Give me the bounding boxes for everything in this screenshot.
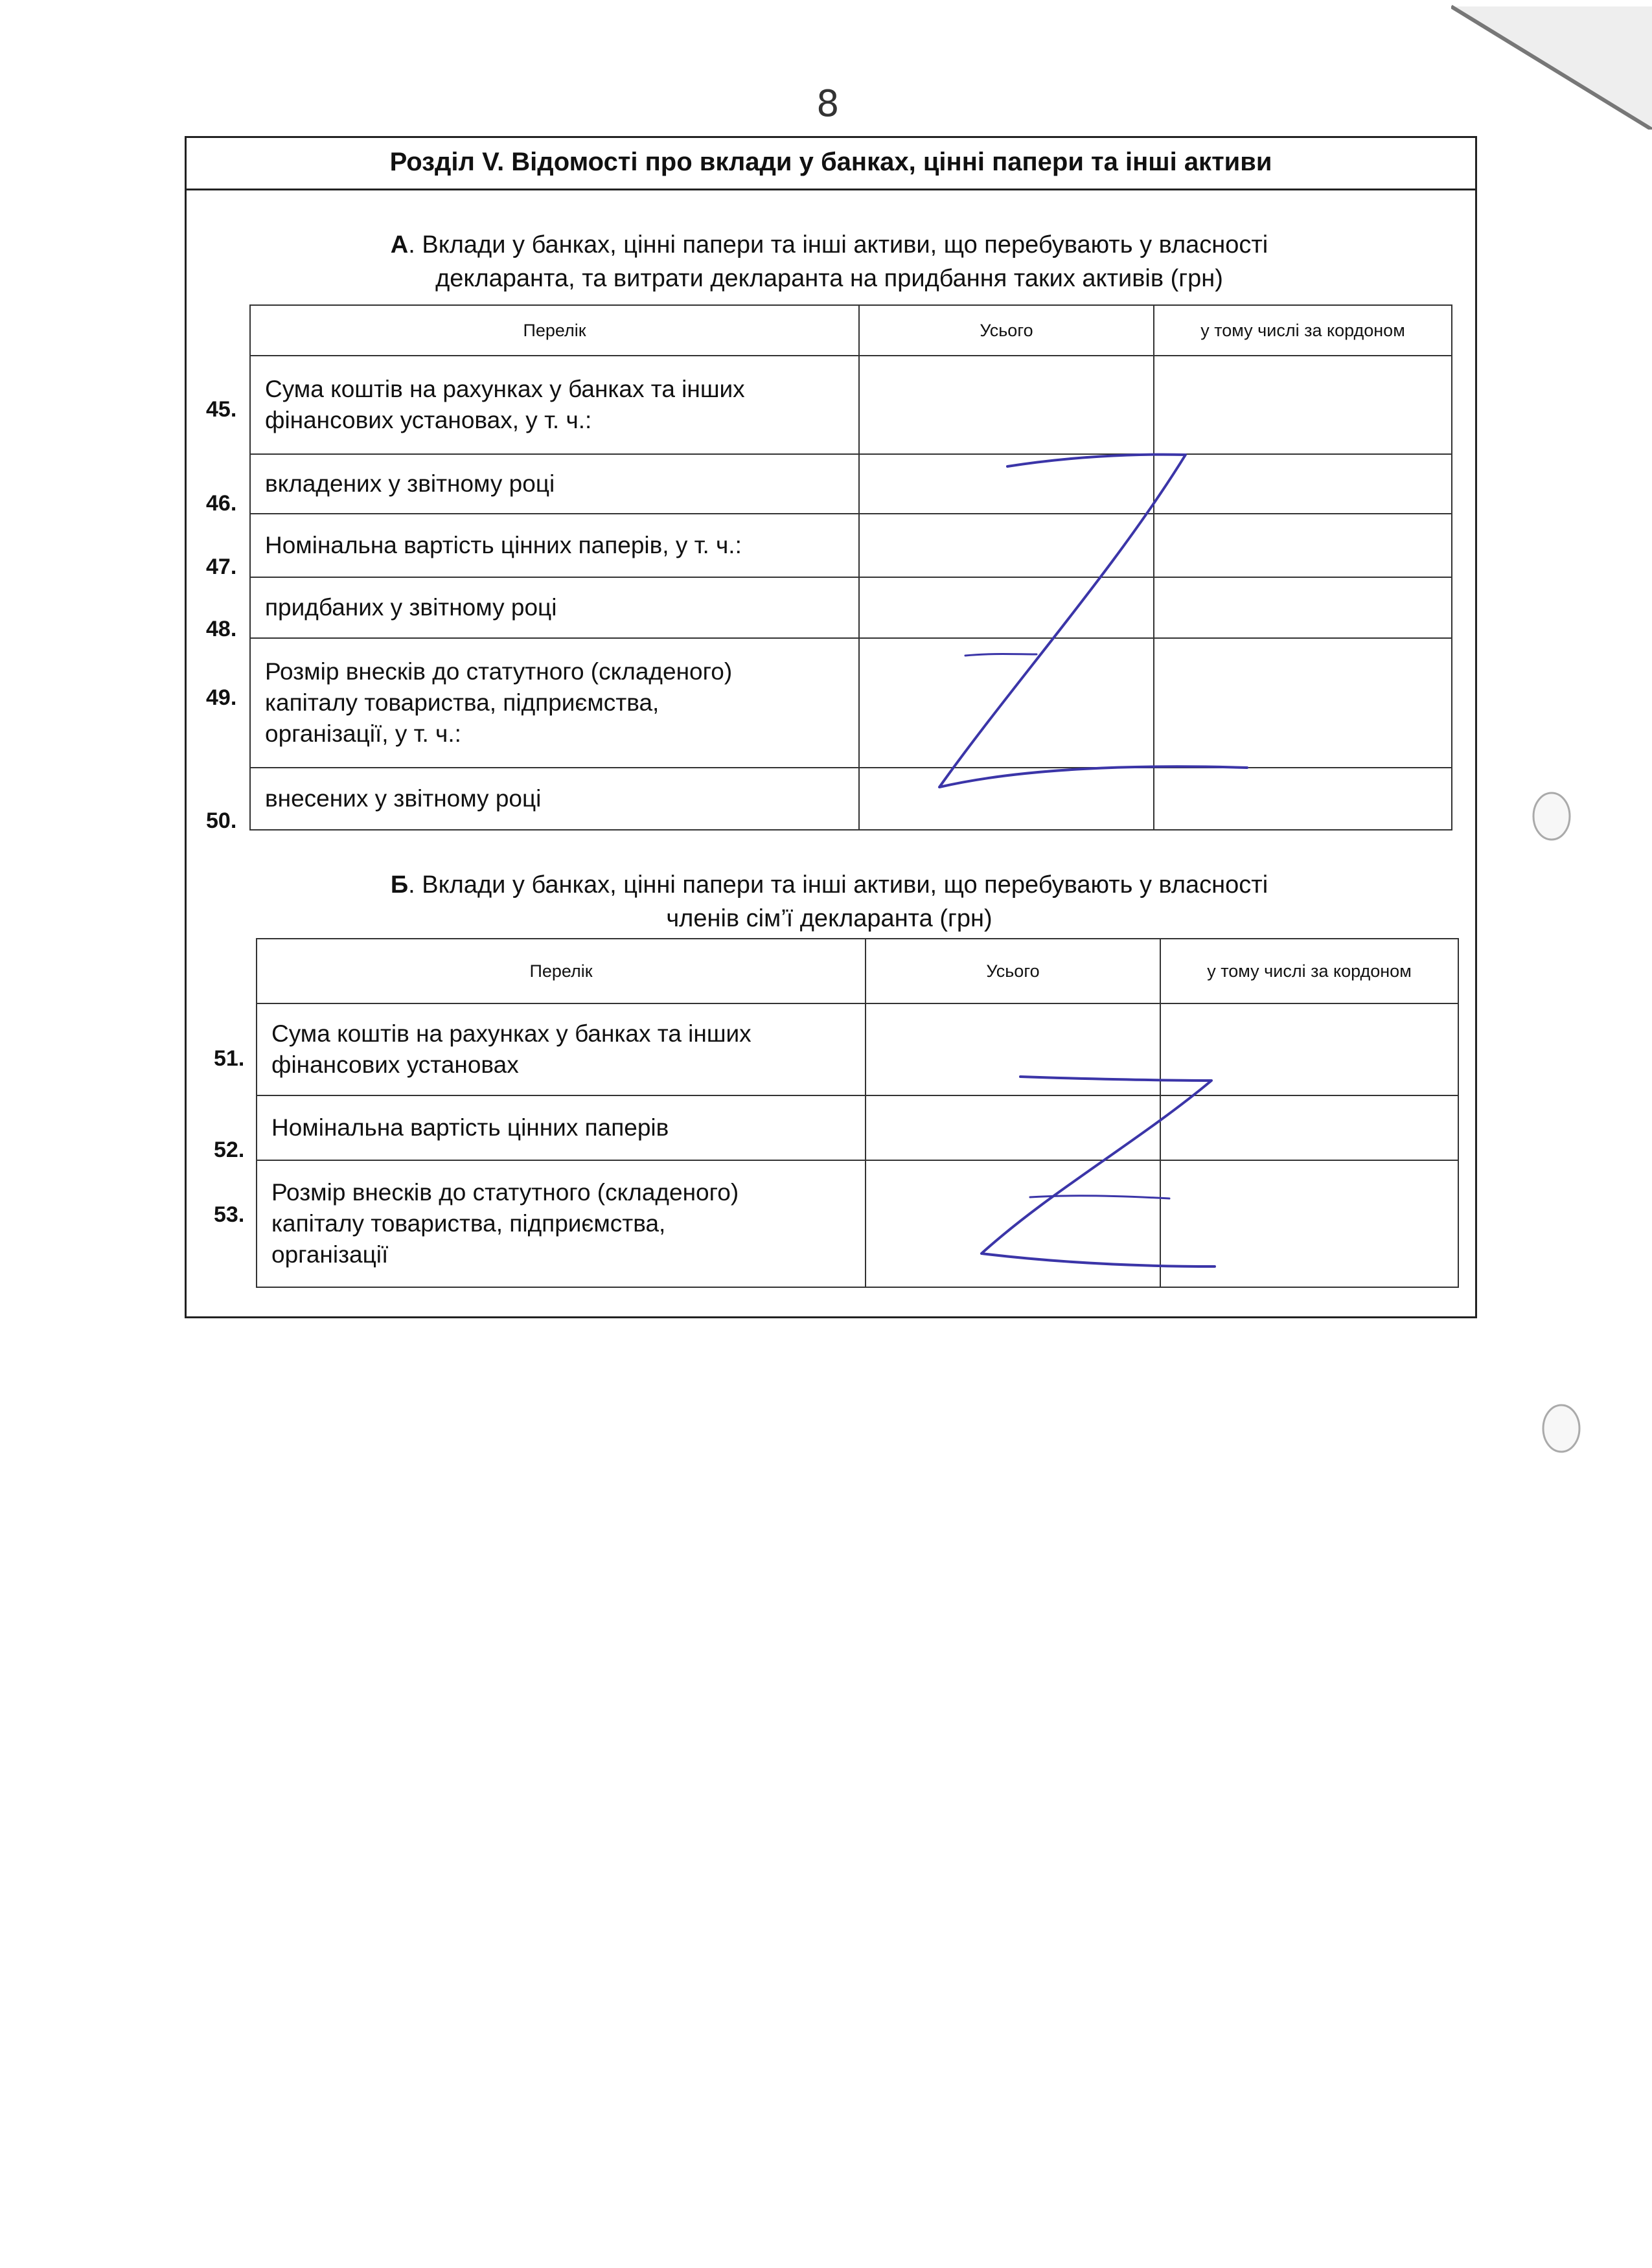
row-number: 52.: [214, 1138, 245, 1162]
row-label: внесених у звітному році: [250, 768, 859, 830]
part-b-title-line1: . Вклади у банках, цінні папери та інші активи, що перебувають у власності: [408, 871, 1268, 899]
row-number: 50.: [206, 808, 237, 833]
z-strike-part-b: [981, 1077, 1215, 1266]
row-label: Сума коштів на рахунках у банках та інших фінансових установах, у т. ч.:: [250, 356, 859, 454]
column-header-list: Перелік: [257, 939, 866, 1003]
row-label: придбаних у звітному році: [250, 577, 859, 638]
row-label: Розмір внесків до статутного (складеного) капіталу товариства, підприємства, організації, у т. ч.:: [250, 638, 859, 768]
punch-hole-mark: [1529, 787, 1574, 845]
row-label: Розмір внесків до статутного (складеного) капіталу товариства, підприємства, організації: [257, 1160, 866, 1287]
row-number: 53.: [214, 1202, 245, 1227]
part-b-title-line2: членів сім’ї декларанта (грн): [666, 905, 992, 932]
part-b-letter: Б: [390, 871, 409, 899]
column-header-total: Усього: [859, 305, 1154, 356]
row-label: Номінальна вартість цінних паперів: [257, 1095, 866, 1160]
row-number: 49.: [206, 685, 237, 710]
z-strike-part-a-extra: [965, 654, 1037, 656]
row-number: 46.: [206, 491, 237, 516]
column-header-abroad: у тому числі за кордоном: [1160, 939, 1458, 1003]
part-a-letter: А: [390, 231, 409, 258]
row-number: 48.: [206, 617, 237, 641]
row-label: вкладених у звітному році: [250, 454, 859, 514]
row-number: 47.: [206, 555, 237, 579]
folded-corner-shadow: [1451, 0, 1652, 130]
page-number: 8: [816, 83, 840, 125]
section-title: Розділ V. Відомості про вклади у банках, цінні папери та інші активи: [185, 136, 1477, 190]
part-a-title-line2: декларанта, та витрати декларанта на придбання таких активів (грн): [435, 265, 1223, 292]
column-header-total: Усього: [866, 939, 1160, 1003]
row-label: Сума коштів на рахунках у банках та інших фінансових установах: [257, 1003, 866, 1095]
row-number: 45.: [206, 397, 237, 422]
part-a-title-line1: . Вклади у банках, цінні папери та інші активи, що перебувають у власності: [408, 231, 1268, 258]
column-header-list: Перелік: [250, 305, 859, 356]
column-header-abroad: у тому числі за кордоном: [1154, 305, 1452, 356]
row-label: Номінальна вартість цінних паперів, у т. ч.:: [250, 514, 859, 577]
z-strike-part-a: [939, 455, 1247, 787]
row-number: 51.: [214, 1046, 245, 1071]
punch-hole-mark: [1539, 1399, 1584, 1458]
